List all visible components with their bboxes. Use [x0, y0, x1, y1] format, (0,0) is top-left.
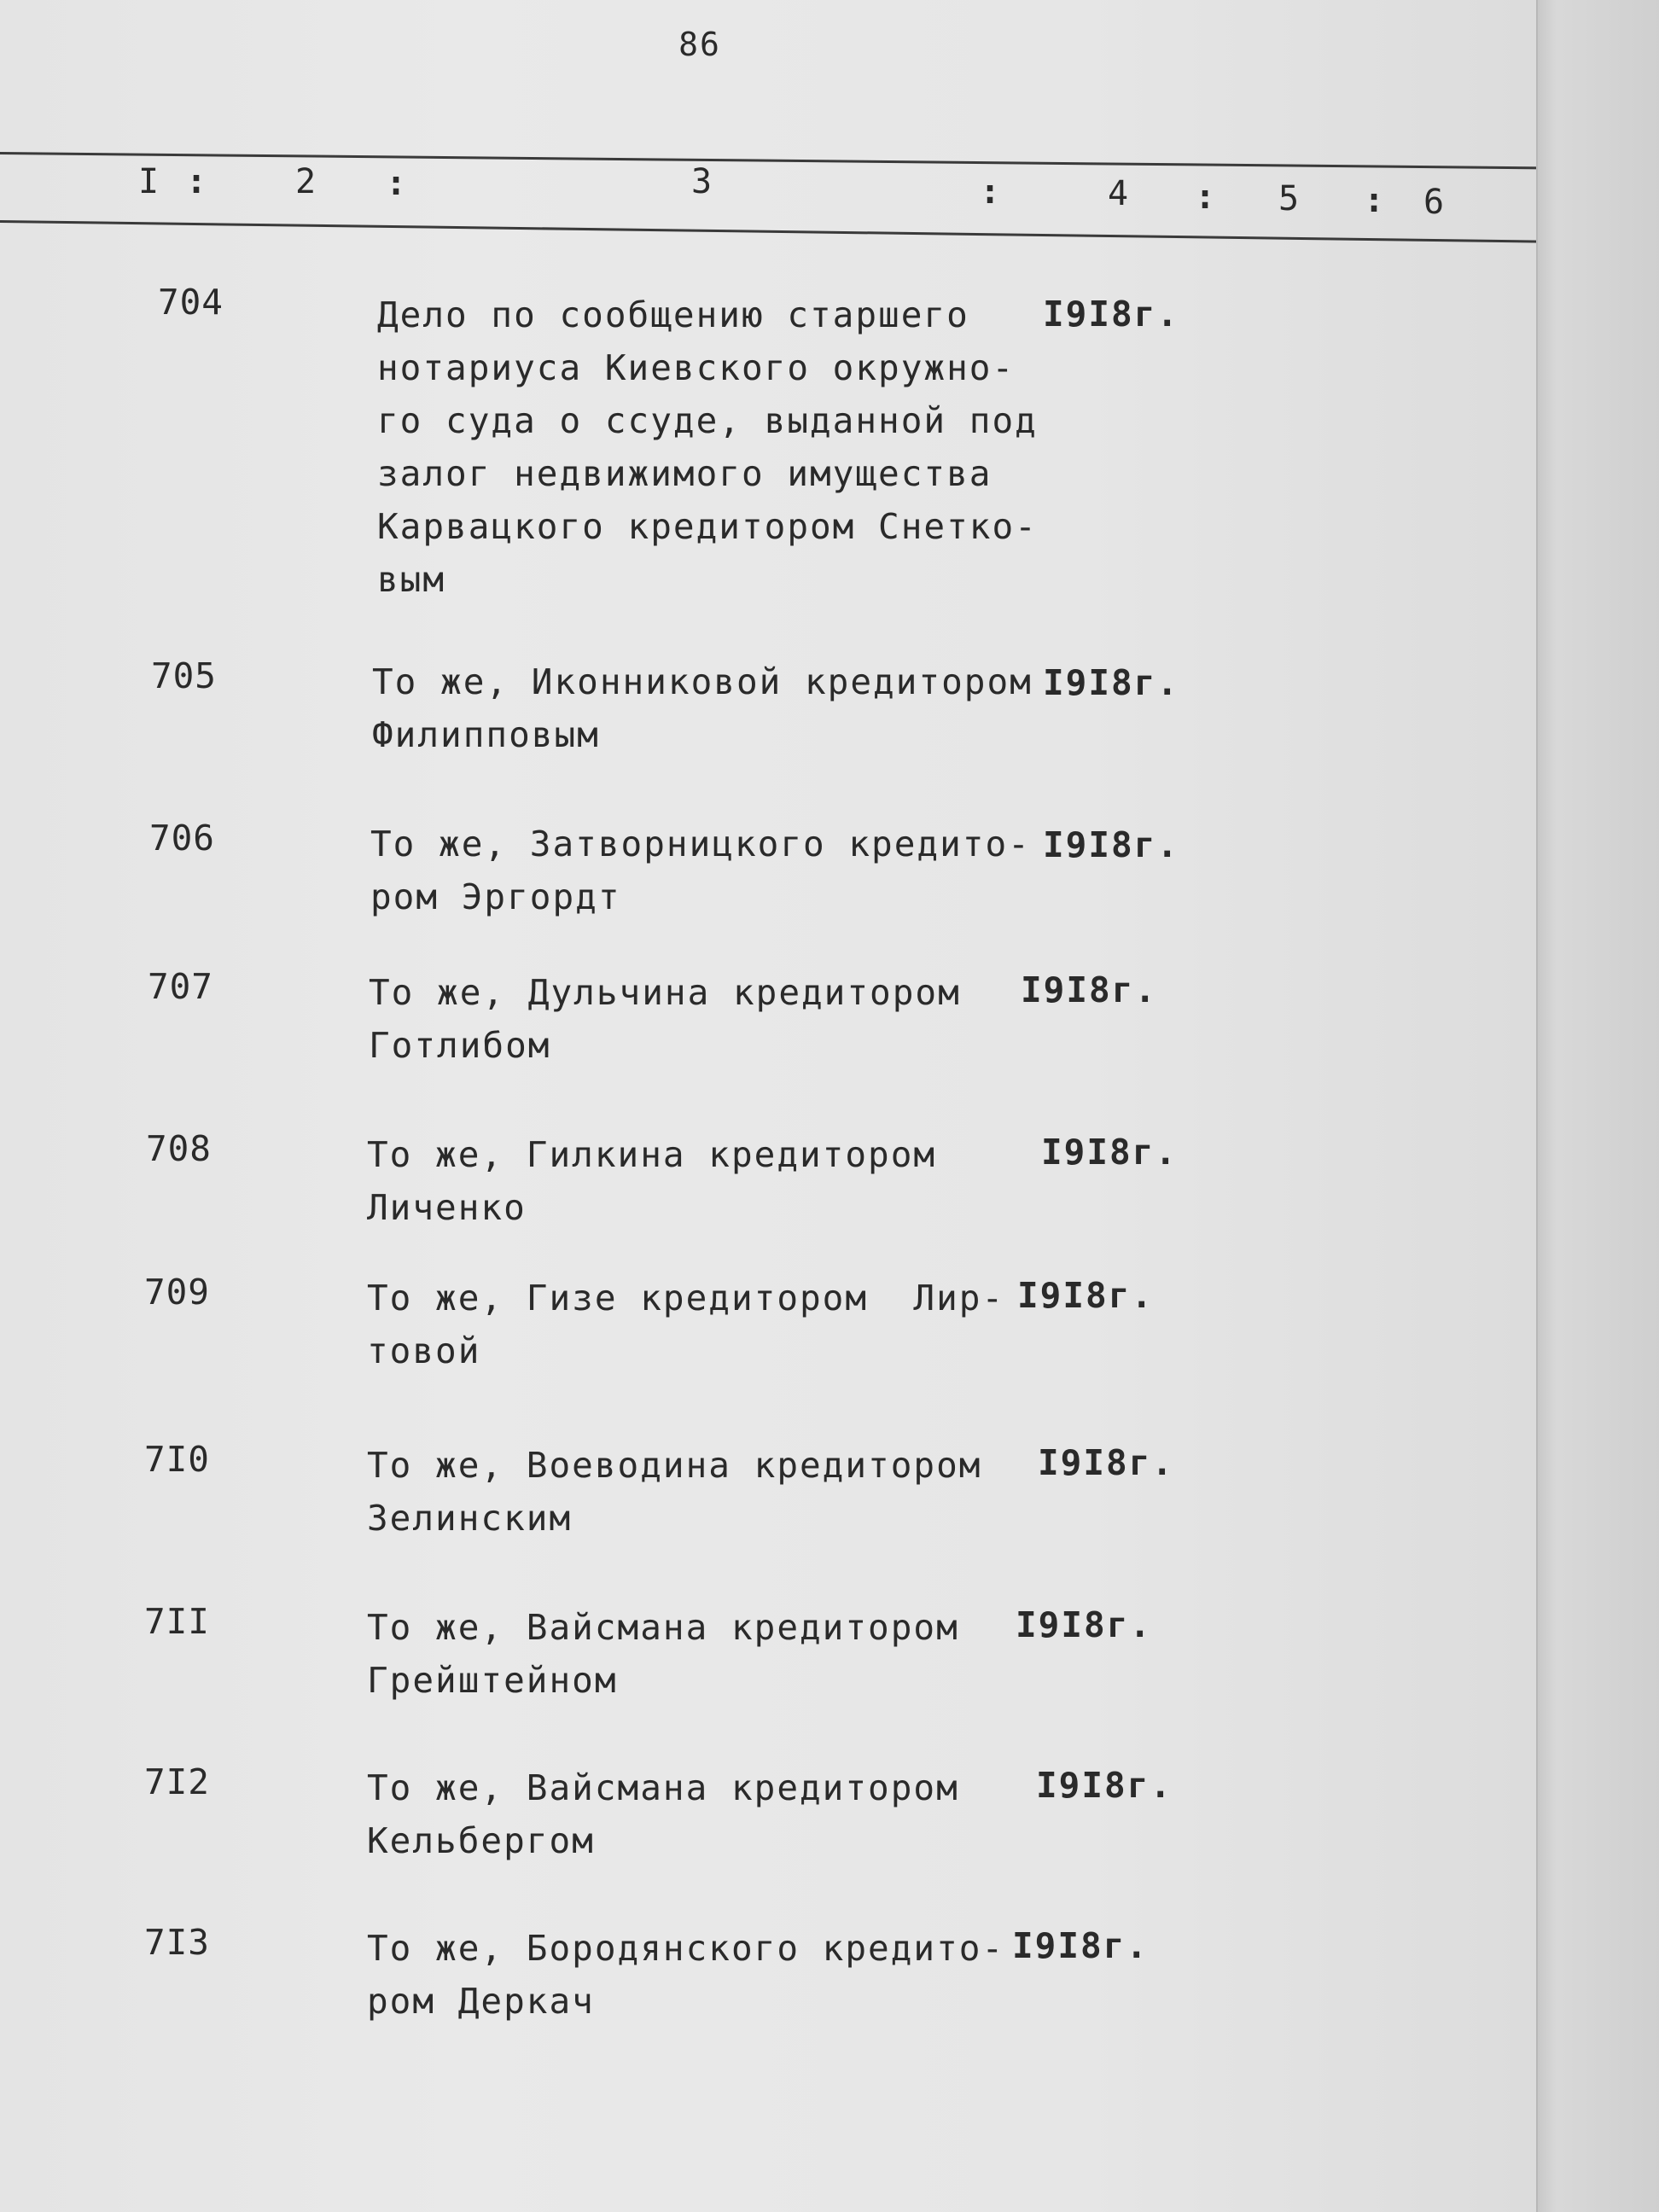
description-line: То же, Вайсмана кредитором	[367, 1767, 959, 1808]
column-header-5: 5	[1278, 179, 1300, 218]
column-header-1: I	[138, 162, 160, 201]
description-line: То же, Дульчина кредитором	[369, 972, 961, 1013]
item-description	[377, 288, 1043, 606]
description-line: нотариуса Киевского окружно-	[377, 347, 1016, 388]
item-description	[367, 1439, 1033, 1545]
item-number: 708	[145, 1128, 212, 1169]
item-description	[367, 1128, 1033, 1234]
description-line: Филипповым	[372, 714, 600, 755]
column-separator: :	[1195, 178, 1216, 217]
item-description	[370, 818, 1036, 923]
item-number: 7II	[143, 1601, 210, 1642]
item-number: 704	[157, 282, 224, 323]
item-description	[367, 1761, 1033, 1867]
description-line: То же, Вайсмана кредитором	[367, 1607, 959, 1648]
column-separator: :	[186, 162, 207, 201]
item-year: I9I8г.	[1017, 1275, 1155, 1316]
item-year: I9I8г.	[1043, 824, 1180, 865]
item-year: I9I8г.	[1043, 662, 1180, 703]
description-line: То же, Гилкина кредитором	[367, 1134, 937, 1175]
item-description	[367, 1922, 1033, 2028]
description-line: Карвацкого кредитором Снетко-	[377, 506, 1038, 547]
item-year: I9I8г.	[1021, 969, 1158, 1010]
item-year: I9I8г.	[1043, 294, 1180, 335]
item-number: 7I3	[143, 1922, 210, 1963]
description-line: Дело по сообщению старшего	[377, 294, 969, 335]
description-line: ром Эргордт	[370, 876, 621, 917]
item-number: 706	[148, 818, 215, 859]
item-number: 705	[150, 655, 217, 696]
item-number: 7I0	[143, 1439, 210, 1480]
paper-edge	[1536, 0, 1659, 2212]
item-year: I9I8г.	[1012, 1925, 1150, 1966]
item-number: 707	[147, 966, 213, 1007]
column-separator: :	[386, 164, 407, 203]
item-year: I9I8г.	[1038, 1442, 1175, 1483]
column-header-2: 2	[295, 162, 317, 201]
column-separator: :	[1364, 181, 1385, 220]
header-bottom-rule	[0, 220, 1540, 243]
column-header-6: 6	[1423, 183, 1445, 222]
description-line: Готлибом	[369, 1025, 551, 1066]
column-header-4: 4	[1108, 174, 1129, 213]
description-line: залог недвижимого имущества	[377, 453, 992, 494]
description-line: го суда о ссуде, выданной под	[377, 400, 1038, 441]
item-year: I9I8г.	[1041, 1132, 1179, 1173]
page-number: 86	[678, 26, 721, 63]
column-header-3: 3	[691, 162, 713, 201]
description-line: То же, Воеводина кредитором	[367, 1445, 982, 1486]
column-separator: :	[980, 172, 1001, 212]
description-line: То же, Гизе кредитором Лир-	[367, 1278, 1005, 1318]
item-number: 709	[143, 1272, 210, 1313]
description-line: Кельбергом	[367, 1820, 595, 1861]
item-description	[367, 1272, 1033, 1377]
column-header	[0, 162, 1536, 222]
item-description	[372, 655, 1038, 761]
description-line: товой	[367, 1330, 481, 1371]
item-description	[367, 1601, 1033, 1707]
description-line: То же, Бородянского кредито-	[367, 1928, 1005, 1969]
description-line: вым	[377, 559, 446, 600]
item-year: I9I8г.	[1036, 1765, 1173, 1806]
description-line: ром Деркач	[367, 1981, 595, 2022]
description-line: То же, Затворницкого кредито-	[370, 824, 1031, 864]
description-line: Грейштейном	[367, 1660, 618, 1701]
description-line: Зелинским	[367, 1498, 573, 1539]
item-number: 7I2	[143, 1761, 210, 1802]
item-year: I9I8г.	[1016, 1604, 1153, 1645]
description-line: То же, Иконниковой кредитором	[372, 661, 1033, 702]
description-line: Личенко	[367, 1187, 527, 1228]
item-description	[369, 966, 1034, 1072]
